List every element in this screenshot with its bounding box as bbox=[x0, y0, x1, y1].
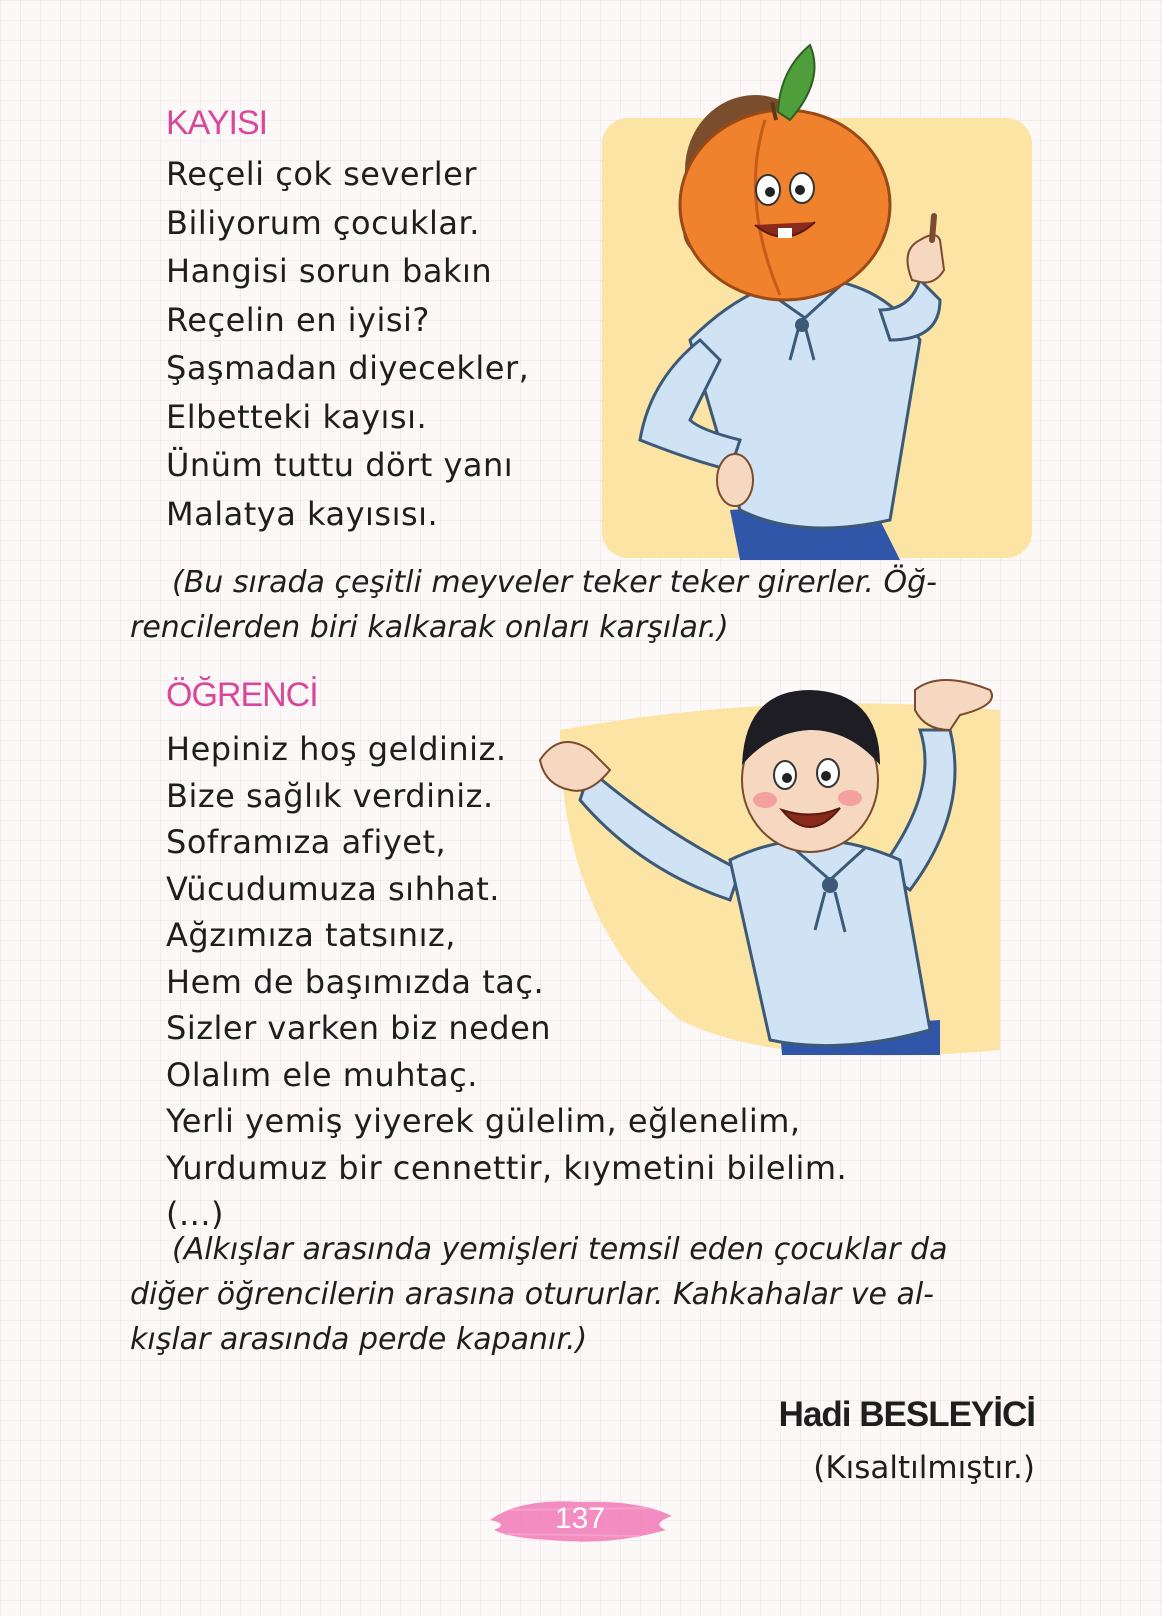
speaker-ogrenci: ÖĞRENCİ bbox=[166, 676, 318, 714]
poem-line: Yerli yemiş yiyerek gülelim, eğlenelim, bbox=[166, 1102, 801, 1140]
poem-kayisi bbox=[166, 150, 529, 538]
poem-line: Hem de başımızda taç. bbox=[166, 962, 545, 1001]
poem-line: Reçelin en iyisi? bbox=[166, 300, 430, 339]
page-number-badge bbox=[480, 1490, 680, 1550]
stage-direction-1 bbox=[130, 560, 1035, 650]
poem-line: Olalım ele muhtaç. bbox=[166, 1055, 478, 1094]
abridged-note: (Kısaltılmıştır.) bbox=[813, 1450, 1035, 1486]
poem-line: Vücudumuza sıhhat. bbox=[166, 869, 500, 908]
stage-line: (Alkışlar arasında yemişleri temsil eden çocuklar da bbox=[172, 1232, 948, 1267]
poem-line: Soframıza afiyet, bbox=[166, 823, 447, 861]
poem-line: (...) bbox=[166, 1195, 224, 1233]
poem-line: Elbetteki kayısı. bbox=[166, 397, 428, 436]
poem-line: Sizler varken biz neden bbox=[166, 1009, 552, 1047]
apricot-head-boy-illustration bbox=[540, 40, 1040, 560]
author-name: Hadi BESLEYİCİ bbox=[778, 1395, 1035, 1434]
poem-line: Biliyorum çocuklar. bbox=[166, 203, 480, 242]
poem-line: Yurdumuz bir cennettir, kıymetini bilelim. bbox=[166, 1148, 848, 1187]
poem-line: Bize sağlık verdiniz. bbox=[166, 776, 494, 815]
stage-line: (Bu sırada çeşitli meyveler teker teker girerler. Öğ- bbox=[172, 565, 937, 600]
stage-line: kışlar arasında perde kapanır.) bbox=[130, 1322, 588, 1357]
poem-line: Şaşmadan diyecekler, bbox=[166, 349, 530, 387]
poem-line: Hepiniz hoş geldiniz. bbox=[166, 730, 507, 768]
stage-line: rencilerden biri kalkarak onları karşılar.) bbox=[130, 610, 729, 645]
poem-line: Ünüm tuttu dört yanı bbox=[166, 446, 514, 484]
poem-line: Hangisi sorun bakın bbox=[166, 252, 493, 290]
poem-line: Reçeli çok severler bbox=[166, 155, 477, 193]
speaker-kayisi: KAYISI bbox=[166, 104, 268, 142]
poem-line: Ağzımıza tatsınız, bbox=[166, 916, 456, 954]
poem-line: Malatya kayısısı. bbox=[166, 494, 439, 533]
stage-line: diğer öğrencilerin arasına otururlar. Kahkahalar ve al- bbox=[130, 1277, 935, 1312]
page-number: 137 bbox=[554, 1502, 606, 1535]
stage-direction-2 bbox=[130, 1227, 1035, 1362]
cheering-boy-illustration bbox=[520, 670, 1040, 1070]
